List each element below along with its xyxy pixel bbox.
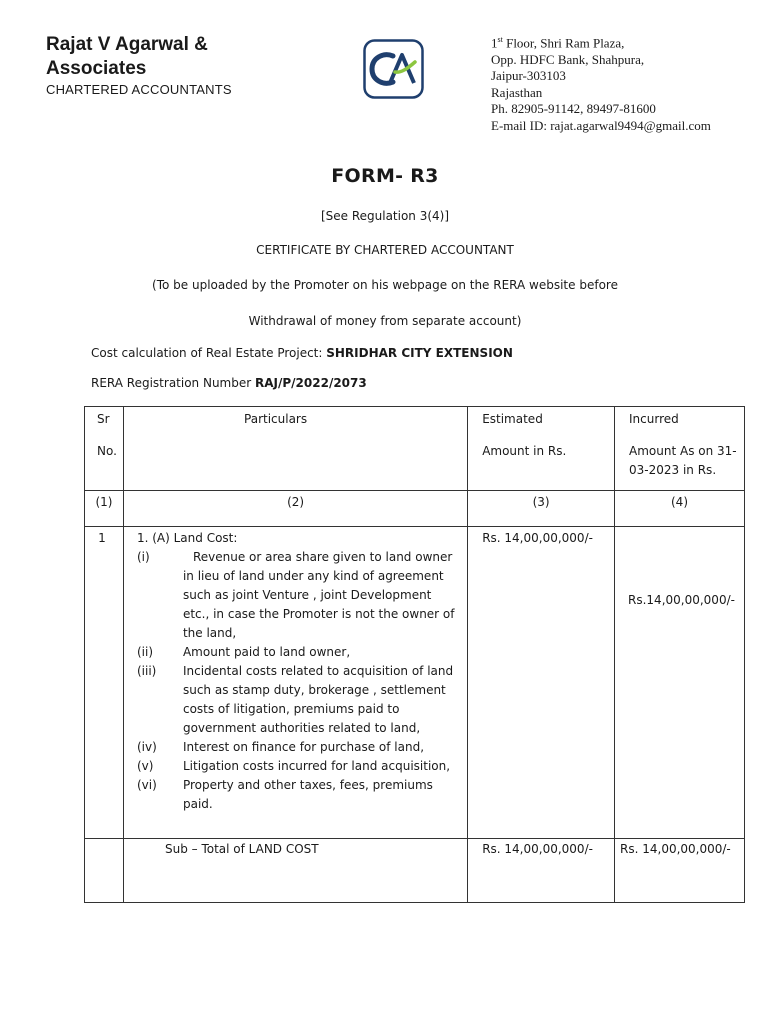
land-cost-estimated: Rs. 14,00,00,000/- xyxy=(468,527,615,839)
subtotal-row xyxy=(85,839,745,903)
land-cost-incurred: Rs.14,00,00,000/- xyxy=(615,527,745,839)
firm-header xyxy=(46,33,276,97)
header-incurred: Incurred Amount As on 31-03-2023 in Rs. xyxy=(615,407,745,491)
header-particulars: Particulars xyxy=(123,407,467,491)
rera-line xyxy=(91,376,367,390)
rera-label: RERA Registration Number xyxy=(91,376,255,390)
row-sr-no: 1 xyxy=(85,527,124,839)
firm-name-line2: Associates xyxy=(46,58,147,79)
list-item: (iii) Incidental costs related to acquisition of land such as stamp duty, brokerage , settlement costs of litigation, premiums paid to government authorities related to land, xyxy=(136,664,454,735)
column-number: (3) xyxy=(468,491,615,527)
table-row xyxy=(85,527,745,839)
header-estimated: Estimated Amount in Rs. xyxy=(468,407,615,491)
upload-note-line2: Withdrawal of money from separate account) xyxy=(248,314,522,328)
address-line4: Rajasthan xyxy=(491,84,543,100)
address-phone: Ph. 82905-91142, 89497-81600 xyxy=(491,101,656,117)
project-name: SHRIDHAR CITY EXTENSION xyxy=(326,346,513,360)
logo-text: CA xyxy=(363,39,365,40)
cost-table xyxy=(84,406,745,903)
firm-subtitle: CHARTERED ACCOUNTANTS xyxy=(46,82,232,97)
form-title: FORM- R3 xyxy=(331,165,439,187)
land-cost-heading: 1. (A) Land Cost: xyxy=(136,531,238,545)
upload-note-line1: (To be uploaded by the Promoter on his webpage on the RERA website before xyxy=(152,278,618,292)
firm-name-line1: Rajat V Agarwal & xyxy=(46,34,208,55)
project-line xyxy=(91,346,513,360)
address-email: E-mail ID: rajat.agarwal9494@gmail.com xyxy=(491,117,711,133)
list-item: (vi) Property and other taxes, fees, premiums paid. xyxy=(136,778,433,811)
address-line1: 1st Floor, Shri Ram Plaza, xyxy=(491,35,625,51)
subtotal-estimated: Rs. 14,00,00,000/- xyxy=(468,839,615,903)
column-number: (4) xyxy=(615,491,745,527)
column-number: (1) xyxy=(85,491,124,527)
ca-logo-icon xyxy=(363,39,424,99)
address-line3: Jaipur-303103 xyxy=(491,68,566,84)
column-number-row xyxy=(85,491,745,527)
subtotal-sr-empty xyxy=(85,839,124,903)
address-line2: Opp. HDFC Bank, Shahpura, xyxy=(491,51,645,67)
firm-address xyxy=(491,32,761,134)
table-header-row xyxy=(85,407,745,491)
rera-number: RAJ/P/2022/2073 xyxy=(255,376,367,390)
header-sr-no: Sr No. xyxy=(85,407,124,491)
column-number: (2) xyxy=(123,491,467,527)
certificate-heading: CERTIFICATE BY CHARTERED ACCOUNTANT xyxy=(256,243,514,257)
list-item: (ii) Amount paid to land owner, xyxy=(136,645,351,659)
subtotal-label: Sub – Total of LAND COST xyxy=(123,839,467,903)
regulation-reference: [See Regulation 3(4)] xyxy=(320,209,450,223)
list-item: (i) Revenue or area share given to land owner in lieu of land under any kind of agreement such as joint Venture , joint Development etc., in case the Promoter is not the owner of the land, xyxy=(136,550,455,640)
project-label: Cost calculation of Real Estate Project: xyxy=(91,346,327,360)
list-item: (v) Litigation costs incurred for land acquisition, xyxy=(136,759,451,773)
list-item: (iv) Interest on finance for purchase of land, xyxy=(136,740,425,754)
land-cost-particulars xyxy=(123,527,467,839)
subtotal-incurred: Rs. 14,00,00,000/- xyxy=(615,839,745,903)
